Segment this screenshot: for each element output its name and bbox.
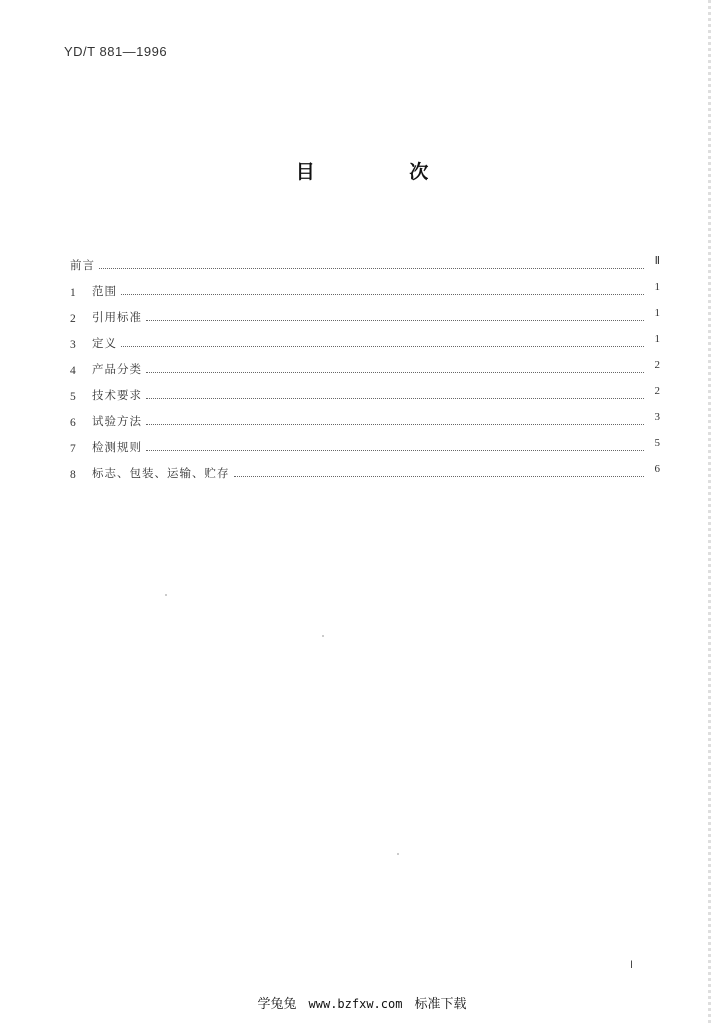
toc-entry-references[interactable] (70, 307, 660, 325)
toc-entry-label: 前言 (70, 258, 95, 272)
page-folio: Ⅰ (630, 960, 633, 971)
toc-entry-number: 5 (70, 391, 76, 403)
dot-leader (146, 372, 644, 373)
toc-entry-label: 引用标准 (92, 310, 142, 324)
toc-entry-number: 2 (70, 313, 76, 325)
toc-entry-number: 4 (70, 365, 76, 377)
scan-speck (165, 594, 167, 596)
toc-entry-number: 6 (70, 417, 76, 429)
standard-code: YD/T 881—1996 (64, 44, 168, 59)
dot-leader (234, 476, 645, 477)
toc-entry-page: Ⅱ (654, 255, 660, 267)
toc-entry-page: 5 (654, 437, 660, 449)
toc-entry-label: 范围 (92, 284, 117, 298)
toc-entry-requirements[interactable] (70, 385, 660, 403)
scan-speck (322, 635, 324, 637)
toc-entry-test-methods[interactable] (70, 411, 660, 429)
toc-entry-page: 1 (654, 307, 660, 319)
scan-edge-artifact (708, 0, 711, 1024)
dot-leader (121, 346, 644, 347)
toc-entry-page: 3 (654, 411, 660, 423)
footer-url[interactable]: www.bzfxw.com (308, 997, 403, 1011)
dot-leader (146, 398, 644, 399)
scan-speck (397, 853, 399, 855)
toc-entry-inspection-rules[interactable] (70, 437, 660, 455)
toc-entry-number: 3 (70, 339, 76, 351)
toc-entry-foreword[interactable] (70, 255, 660, 273)
toc-entry-marking-packaging[interactable] (70, 463, 660, 481)
footer-site-name: 学兔兔 (257, 997, 297, 1012)
toc-entry-label: 产品分类 (92, 362, 142, 376)
dot-leader (146, 320, 644, 321)
toc-entry-page: 6 (654, 463, 660, 475)
toc-entry-page: 2 (654, 359, 660, 371)
toc-entry-label: 试验方法 (92, 414, 142, 428)
toc-entry-label: 标志、包装、运输、贮存 (92, 466, 230, 480)
toc-entry-number: 8 (70, 469, 76, 481)
toc-entry-label: 定义 (92, 336, 117, 350)
dot-leader (99, 268, 644, 269)
toc-entry-scope[interactable] (70, 281, 660, 299)
dot-leader (146, 424, 644, 425)
toc-entry-number: 7 (70, 443, 76, 455)
toc-entry-label: 检测规则 (92, 440, 142, 454)
toc-entry-definitions[interactable] (70, 333, 660, 351)
toc-entry-label: 技术要求 (92, 388, 142, 402)
toc-entry-page: 1 (654, 281, 660, 293)
toc-entry-page: 1 (654, 333, 660, 345)
dot-leader (121, 294, 644, 295)
toc-entry-classification[interactable] (70, 359, 660, 377)
toc-entry-number: 1 (70, 287, 76, 299)
footer-watermark (0, 993, 724, 1012)
dot-leader (146, 450, 644, 451)
toc-entry-page: 2 (654, 385, 660, 397)
footer-tagline: 标准下载 (414, 997, 467, 1012)
page-title: 目 次 (295, 161, 473, 183)
